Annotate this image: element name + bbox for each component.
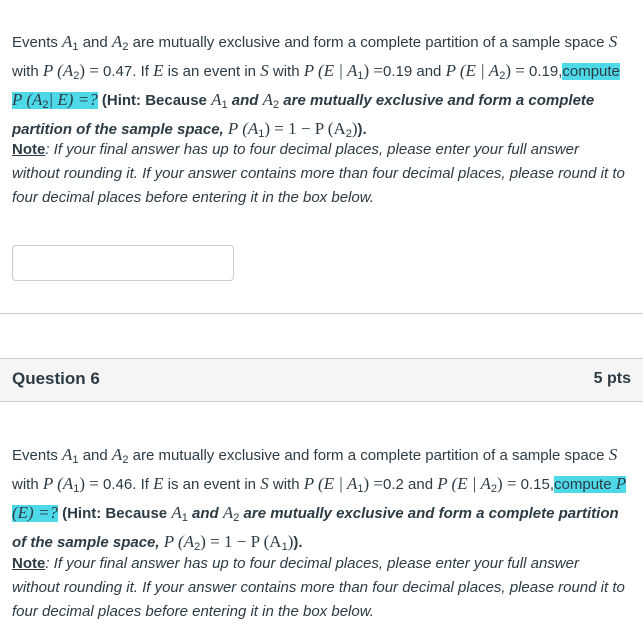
question-6-header [0, 358, 643, 402]
question-5-text: Events $A_1$ and $A_2$ are mutually exclusive and form a complete partition of a sample space S with P $(A_2) = 0.47$. If E is an event in S with P (E | $A_1) =0.19$ and P (E | $A_2$) = 0.19,compute P ($A_2|$ E) =? (Hint: Because $A_1$ and $A_2$ are mutually exclusive and form a complete partition of the sample space, P $(A_1) = 1 - P$ $(A_2)$). [12, 32, 620, 140]
question-6-text: Events $A_1$ and $A_2$ are mutually exclusive and form a complete partition of a sample space S with P $(A_1) = 0.46$. If E is an event in S with P (E | $A_1) =0.2$ and P (E | $A_2$) = 0.15,compute P (E) =? (Hint: Because $A_1$ and $A_2$ are mutually exclusive and form a complete partition of the sample space, P $(A_2) = 1 - P$ $(A_1)$). [12, 445, 626, 553]
section-divider [0, 313, 643, 314]
note-question-5: Note: If your final answer has up to four decimal places, please enter your full answer without rounding it. If your answer contains more than four decimal places, please round it to four decimal places before entering it in the box below. [12, 141, 625, 206]
question-6-points: 5 pts [593, 370, 631, 387]
question-6-title: Question 6 [12, 369, 100, 388]
highlighted-question-5: compute P ($A_2|$ E) =? [12, 63, 620, 111]
answer-input[interactable] [12, 245, 234, 281]
note-question-6: Note: If your final answer has up to four decimal places, please enter your full answer without rounding it. If your answer contains more than four decimal places, please round it to four decimal places before entering it in the box below. [12, 555, 625, 620]
highlighted-question-6: compute P (E) =? [12, 474, 626, 522]
